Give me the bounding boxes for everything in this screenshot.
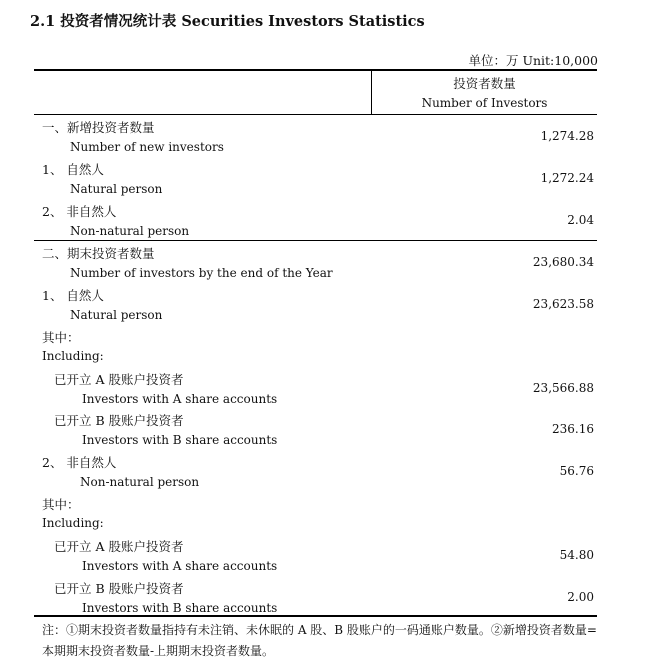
row-value: 1,272.24 xyxy=(540,171,594,185)
unit-label: 单位：万 Unit:10,000 xyxy=(468,53,598,68)
table-row xyxy=(0,370,660,412)
page-title: 2.1 投资者情况统计表 Securities Investors Statistics xyxy=(30,13,425,30)
row-label-cn: 1、 自然人 xyxy=(42,288,104,303)
row-label-cn: 已开立 A 股账户投资者 xyxy=(54,372,184,387)
section-divider xyxy=(34,240,597,241)
row-label-cn: 二、期末投资者数量 xyxy=(42,246,155,261)
header-bottom-rule xyxy=(34,114,597,115)
table-row xyxy=(0,202,660,244)
row-value: 54.80 xyxy=(559,548,594,562)
row-label-cn: 2、 非自然人 xyxy=(42,455,117,470)
row-value: 2.04 xyxy=(567,213,594,227)
table-row xyxy=(0,286,660,328)
table-bottom-rule xyxy=(34,615,597,617)
row-value: 2.00 xyxy=(567,590,594,604)
row-label-cn: 2、 非自然人 xyxy=(42,204,117,219)
row-label-en: Investors with B share accounts xyxy=(82,433,278,447)
row-value: 23,623.58 xyxy=(532,297,594,311)
row-label-cn: 已开立 B 股账户投资者 xyxy=(54,413,184,428)
column-header-en: Number of Investors xyxy=(421,96,548,110)
row-label-en: Non-natural person xyxy=(80,475,200,489)
row-label-cn: 一、新增投资者数量 xyxy=(42,120,155,135)
including-label-en: Including: xyxy=(42,516,104,530)
table-row xyxy=(0,244,660,286)
row-label-cn: 1、 自然人 xyxy=(42,162,104,177)
table-row xyxy=(0,537,660,579)
row-label-en: Natural person xyxy=(70,182,163,196)
row-label-cn: 已开立 A 股账户投资者 xyxy=(54,539,184,554)
row-value: 23,566.88 xyxy=(532,381,594,395)
row-label-en: Non-natural person xyxy=(70,224,190,238)
row-value: 56.76 xyxy=(559,464,594,478)
column-header-cn: 投资者数量 xyxy=(453,76,516,91)
row-value: 23,680.34 xyxy=(532,255,594,269)
row-label-en: Natural person xyxy=(70,308,163,322)
row-label-en: Investors with A share accounts xyxy=(82,392,278,406)
row-label-en: Investors with B share accounts xyxy=(82,601,278,615)
table-row xyxy=(0,453,660,495)
including-label-en: Including: xyxy=(42,349,104,363)
including-label-cn: 其中： xyxy=(42,330,80,345)
row-value: 1,274.28 xyxy=(540,129,594,143)
row-label-en: Number of investors by the end of the Year xyxy=(70,266,333,280)
table-row xyxy=(0,411,660,453)
table-row xyxy=(0,118,660,160)
including-label-cn: 其中： xyxy=(42,497,80,512)
footnote: 注：①期末投资者数量指持有未注销、未休眠的 A 股、B 股账户的一码通账户数量。②新增投资者数量=本期期末投资者数量-上期期末投资者数量。 xyxy=(42,623,597,658)
row-value: 236.16 xyxy=(552,422,594,436)
row-label-en: Investors with A share accounts xyxy=(82,559,278,573)
table-top-rule xyxy=(34,69,597,71)
row-label-en: Number of new investors xyxy=(70,140,224,154)
row-label-cn: 已开立 B 股账户投资者 xyxy=(54,581,184,596)
table-row xyxy=(0,160,660,202)
